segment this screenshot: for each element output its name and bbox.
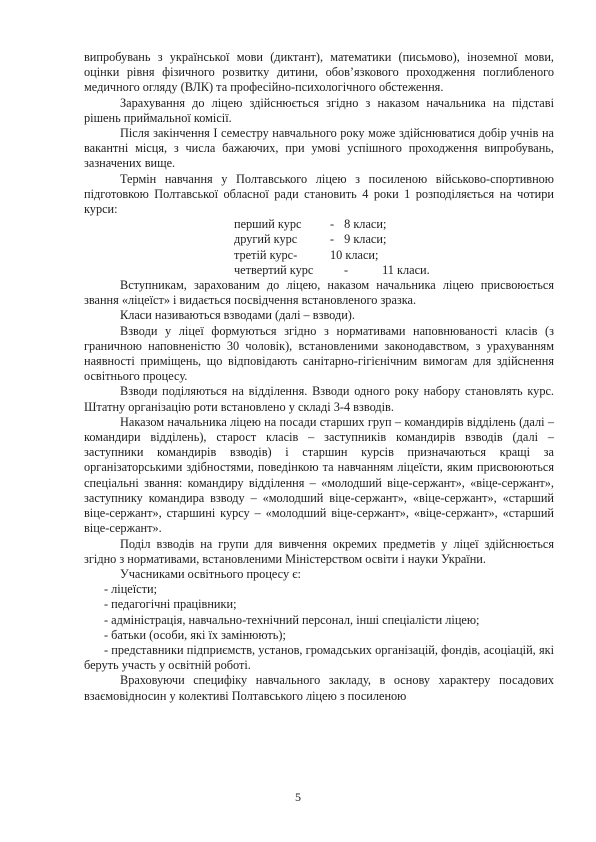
paragraph-relations: Враховуючи специфіку навчального закладу, в основу характеру посадових взаємовідносин у колективі Полтавського ліцею з посиленою	[84, 673, 554, 703]
course-separator: -	[330, 217, 335, 232]
paragraph-enrollment: Зарахування до ліцею здійснюється згідно з наказом начальника на підставі рішень приймальної комісії.	[84, 95, 554, 125]
page-number: 5	[295, 790, 301, 804]
paragraph-participants-intro: Учасниками освітнього процесу є:	[120, 566, 301, 581]
paragraph-study-term: Термін навчання у Полтавського ліцею з посиленою військово-спортивною підготовкою Полтавської обласної ради становить 4 роки 1 розподіляється на чотири курси:	[84, 171, 554, 217]
course-row	[234, 217, 554, 232]
course-row	[234, 232, 554, 247]
participants-list	[84, 582, 554, 673]
paragraph-platoons-def: Класи називаються взводами (далі – взводи).	[120, 308, 355, 323]
paragraph-lyceist-title: Вступникам, зарахованим до ліцею, наказом начальника ліцею присвоюється звання «ліцеїст» і видається посвідчення встановленого зразка.	[84, 278, 554, 308]
course-classes: 10 класи;	[330, 247, 379, 262]
course-list	[234, 217, 554, 278]
course-classes: 11 класи.	[382, 262, 430, 277]
list-item: - ліцеїсти;	[104, 582, 158, 597]
course-separator: -	[330, 232, 335, 247]
paragraph-platoon-formation: Взводи у ліцеї формуються згідно з нормативами наповнюваності класів (з граничною наповненістю 30 чоловік), встановленими законодавством, з урахуванням наявності приміщень, що відповідають санітарно-гігієнічним вимогам для здійснення освітнього процесу.	[84, 323, 554, 384]
paragraph-vacancies: Після закінчення І семестру навчального року може здійснюватися добір учнів на вакантні місця, з числа бажаючих, при умові успішного проходження випробувань, зазначених вище.	[84, 126, 554, 171]
course-classes: 9 класи;	[344, 232, 387, 247]
course-name: четвертий курс	[234, 262, 314, 277]
paragraph-ranks: Наказом начальника ліцею на посади старших груп – командирів відділень (далі – командири відділень), старост класів – заступників командирів взводів (далі – заступники командирів взводів) і старшин курсів призначаються кращі за організаторськими здібностями, поведінкою та навчанням ліцеїсти, яким присвоюються спеціальні звання: командиру відділення – «молодший віце-сержант», «віце-сержант», заступнику командира взводу – «молодший віце-сержант», «віце-сержант», «старший віце-сержант», старшині курсу – «молодший віце-сержант», «віце-сержант», «старший віце-сержант».	[84, 414, 554, 536]
course-name: перший курс	[234, 217, 302, 232]
course-separator: -	[344, 262, 349, 277]
paragraph-entrance-tests: випробувань з української мови (диктант), математики (письмово), іноземної мови, оцінки рівня фізичного розвитку дитини, обов’язкового проходження поглибленого медичного огляду (ВЛК) та професійно-психологічного обстеження.	[84, 50, 554, 95]
course-row	[234, 248, 554, 263]
list-item: - батьки (особи, які їх замінюють);	[104, 627, 286, 642]
paragraph-groups: Поділ взводів на групи для вивчення окремих предметів у ліцеї здійснюється згідно з нормативами, встановленими Міністерством освіти і науки України.	[84, 536, 554, 566]
list-item: - представники підприємств, установ, громадських організацій, фондів, асоціацій, які беруть участь у освітній роботі.	[84, 642, 554, 673]
list-item: - адміністрація, навчально-технічний персонал, інші спеціалісти ліцею;	[104, 612, 480, 627]
course-classes: 8 класи;	[344, 217, 387, 232]
course-name: другий курс	[234, 232, 298, 247]
course-row	[234, 263, 554, 278]
list-item: - педагогічні працівники;	[104, 597, 237, 612]
paragraph-squads: Взводи поділяються на відділення. Взводи одного року набору становлять курс. Штатну організацію роти встановлено у складі 3-4 взводів.	[84, 384, 554, 414]
course-name: третій курс-	[234, 247, 298, 262]
